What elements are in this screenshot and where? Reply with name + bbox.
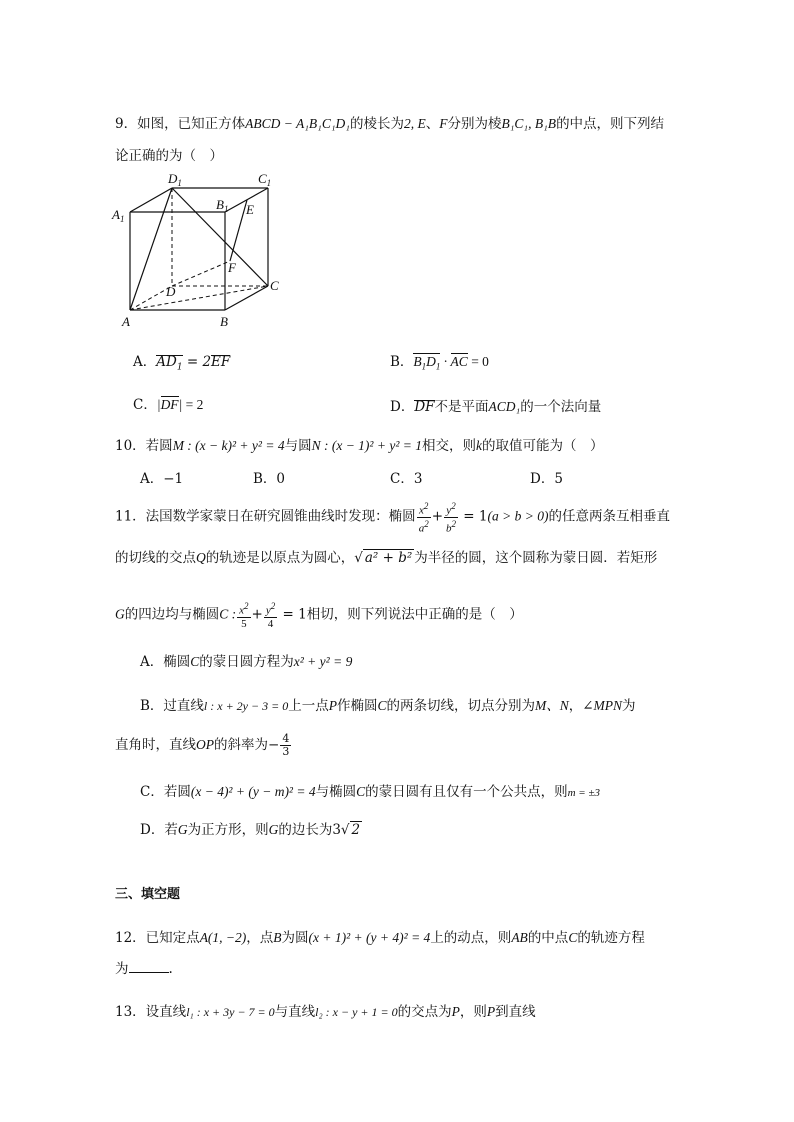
q12-stem-line2: 为 . — [115, 961, 173, 977]
q11-stem-line3: G的四边均与椭圆C : $\frac{x^2}{5}$ + $\frac{y^2}{4}$ = 1相切，则下列说法中正确的是（ ） — [115, 601, 523, 630]
label-e: E — [246, 202, 254, 217]
q10-option-a: A．−1 — [140, 471, 184, 487]
q11-option-c: C．若圆(x − 4)² + (y − m)² = 4与椭圆C的蒙日圆有且仅有一个公共点，则m = ±3 — [140, 784, 601, 800]
q9-stem-line2: 论正确的为（ ） — [115, 148, 223, 164]
q11-stem-line2: 的切线的交点Q的轨迹是以原点为圆心，√ a² + b² 为半径的圆，这个圆称为蒙日圆．若矩形 — [115, 550, 658, 566]
q10-option-c: C．3 — [390, 471, 423, 487]
edge-df-hidden — [172, 261, 230, 286]
q10-option-b: B．0 — [253, 471, 286, 487]
edge-a1d1 — [130, 188, 172, 212]
cube-figure — [110, 168, 290, 338]
q11-option-a: A．椭圆C的蒙日圆方程为x² + y² = 9 — [140, 654, 353, 670]
q9-option-b: B．$B_1D_1$ · AC = 0 — [390, 354, 489, 372]
label-a: A — [122, 314, 130, 329]
label-f: F — [228, 260, 236, 275]
q11-option-b-line1: B．过直线l : x + 2y − 3 = 0上一点P作椭圆C的两条切线，切点分别为M、N，∠MPN为 — [140, 698, 636, 714]
label-b1: $B_1$ — [216, 197, 229, 214]
q11-option-d: D．若G为正方形，则G的边长为3√ 2 — [140, 822, 361, 838]
q10-option-d: D．5 — [530, 471, 563, 487]
q11-option-b-line2: 直角时，直线OP的斜率为− $\frac{4}{3}$ — [115, 732, 290, 758]
q11-stem-line1: 11．法国数学家蒙日在研究圆锥曲线时发现：椭圆 $\frac{x^2}{a^2}$ + $\frac{y^2}{b^2}$ = 1(a > b > 0)的任意两条互相垂直 — [115, 501, 670, 535]
q9-option-d: D．DF不是平面ACD₁的一个法向量 — [390, 399, 602, 415]
answer-blank[interactable] — [129, 960, 169, 973]
label-c1: $C_1$ — [258, 171, 272, 188]
q9-option-c: C．|DF| = 2 — [133, 397, 204, 413]
section-heading: 三、填空题 — [115, 887, 181, 902]
label-d: D — [166, 284, 176, 299]
label-c: C — [270, 278, 279, 293]
q13-stem: 13．设直线l₁ : x + 3y − 7 = 0与直线l₂ : x − y + 1 = 0的交点为P，则P到直线 — [115, 1004, 536, 1020]
label-a1: $A_1$ — [112, 207, 125, 224]
label-b: B — [220, 314, 228, 329]
segment-ef-line — [230, 200, 247, 261]
q9-option-a: A．$AD_1 = 2EF$ — [133, 354, 231, 373]
label-d1: $D_1$ — [168, 171, 182, 188]
q9-stem-line1: 9．如图，已知正方体ABCD − A₁B₁C₁D₁的棱长为2, E、F分别为棱B₁C₁, B₁B的中点，则下列结 — [115, 116, 665, 132]
q9-cube-name: ABCD − A₁B₁C₁D₁ — [245, 116, 350, 131]
q10-stem: 10．若圆M : (x − k)² + y² = 4与圆N : (x − 1)² + y² = 1相交，则k的取值可能为（ ） — [115, 438, 604, 454]
q12-stem-line1: 12．已知定点A(1, −2)，点B为圆(x + 1)² + (y + 4)² = 4上的动点，则AB的中点C的轨迹方程 — [115, 930, 645, 946]
edge-bc — [225, 286, 268, 310]
